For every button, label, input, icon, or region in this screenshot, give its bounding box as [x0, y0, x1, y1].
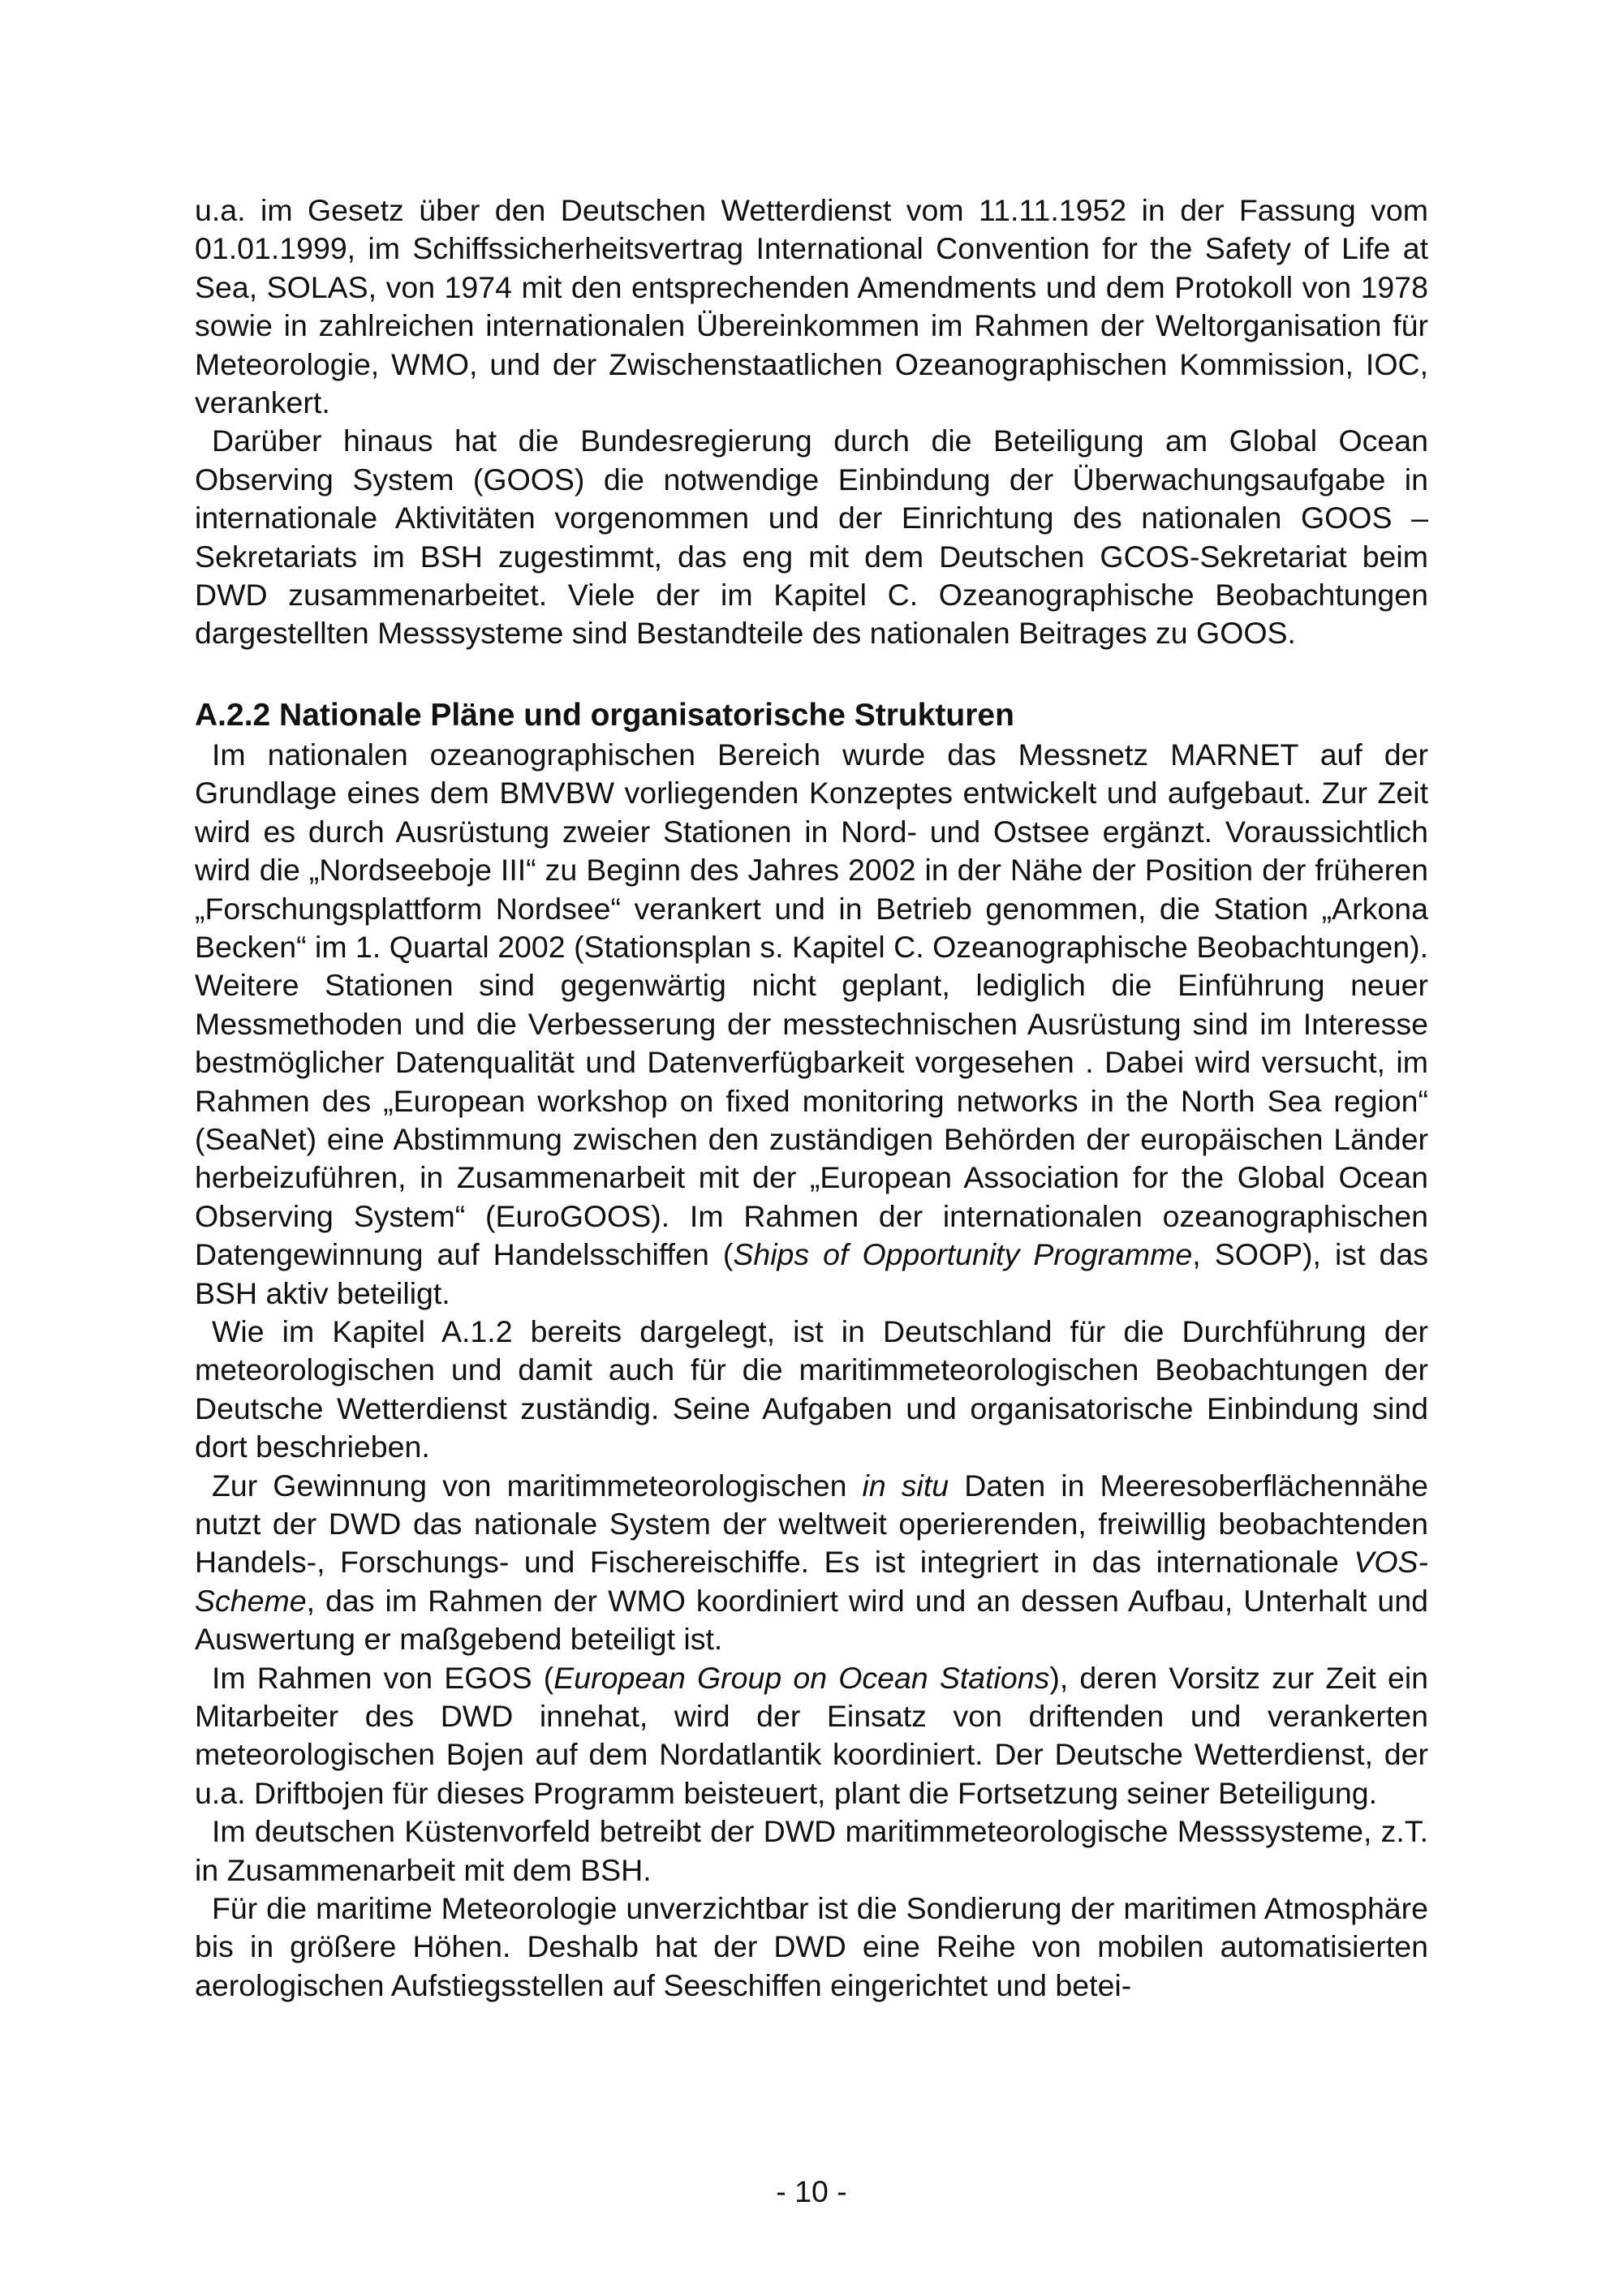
- section-paragraph-5: Im deutschen Küstenvorfeld betreibt der DWD maritimmeteorologische Messsysteme, z.T. in Zusammenarbeit mit dem BSH.: [195, 1814, 1428, 1887]
- section-paragraph-1: [195, 736, 1428, 1313]
- page-number: - 10 -: [776, 2174, 847, 2208]
- section-paragraph-3-italic-2: VOS-Scheme: [195, 1545, 1428, 1618]
- section-paragraph-2: Wie im Kapitel A.1.2 bereits dargelegt, ist in Deutschland für die Durchführung der meteorologischen und damit auch für die maritimmeteorologischen Beobachtungen der Deutsche Wetterdienst zuständig. Seine Aufgaben und organisatorische Einbindung sind dort beschrieben.: [195, 1314, 1428, 1464]
- section-paragraph-3-text: Zur Gewinnung von maritimmeteorologischen: [212, 1468, 863, 1503]
- section-paragraph-3-italic-1: in situ: [862, 1468, 949, 1503]
- page-body: [195, 191, 1428, 2005]
- section-paragraph-3: [195, 1467, 1428, 1659]
- section-paragraph-4-end: ), deren Vorsitz zur Zeit ein Mitarbeiter des DWD innehat, wird der Einsatz von driftenden und verankerten meteorologischen Bojen auf dem Nordatlantik koordiniert. Der Deutsche Wetterdienst, der u.a. Driftbojen für dieses Programm beisteuert, plant die Fortsetzung seiner Beteiligung.: [195, 1660, 1429, 1810]
- section-heading: A.2.2 Nationale Pläne und organisatorische Strukturen: [195, 697, 1014, 733]
- intro-paragraph-2: Darüber hinaus hat die Bundesregierung durch die Beteiligung am Global Ocean Observing System (GOOS) die notwendige Einbindung der Überwachungsaufgabe in internationale Aktivitäten vorgenommen und der Einrichtung des nationalen GOOS – Sekretariats im BSH zugestimmt, das eng mit dem Deutschen GCOS-Sekretariat beim DWD zusammenarbeitet. Viele der im Kapitel C. Ozeanographische Beobachtungen dargestellten Messsysteme sind Bestandteile des nationalen Beitrages zu GOOS.: [195, 424, 1428, 651]
- section-paragraph-1-text: Im nationalen ozeanographischen Bereich wurde das Messnetz MARNET auf der Grundlage eines dem BMVBW vorliegenden Konzeptes entwickelt und aufgebaut. Zur Zeit wird es durch Ausrüstung zweier Stationen in Nord- und Ostsee ergänzt. Voraussichtlich wird die „Nordseeboje III“ zu Beginn des Jahres 2002 in der Nähe der Position der früheren „Forschungsplattform Nordsee“ verankert und in Betrieb genommen, die Station „Arkona Becken“ im 1. Quartal 2002 (Stationsplan s. Kapitel C. Ozeanographische Beobachtungen). Weitere Stationen sind gegenwärtig nicht geplant, lediglich die Einführung neuer Messmethoden und die Verbesserung der messtechnischen Ausrüstung sind im Interesse bestmöglicher Datenqualität und Datenverfügbarkeit vorgesehen . Dabei wird versucht, im Rahmen des „European workshop on fixed monitoring networks in the North Sea region“ (SeaNet) eine Abstimmung zwischen den zuständigen Behörden der europäischen Länder herbeizuführen, in Zusammenarbeit mit der „European Association for the Global Ocean Observing System“ (EuroGOOS). Im Rahmen der internationalen ozeanographischen Datengewinnung auf Handelsschiffen (: [195, 737, 1428, 1272]
- section-paragraph-1-end: , SOOP), ist das BSH aktiv beteiligt.: [195, 1237, 1428, 1310]
- section-paragraph-6: Für die maritime Meteorologie unverzichtbar ist die Sondierung der maritimen Atmosphäre bis in größere Höhen. Deshalb hat der DWD eine Reihe von mobilen automatisierten aerologischen Aufstiegsstellen auf Seeschiffen eingerichtet und betei-: [195, 1891, 1428, 2002]
- section-paragraph-3-middle: Daten in Meeresoberflächennähe nutzt der DWD das nationale System der weltweit operierenden, freiwillig beobachtenden Handels-, Forschungs- und Fischereischiffe. Es ist integriert in das internationale: [195, 1468, 1428, 1580]
- section-spacer: [195, 653, 1428, 695]
- intro-paragraph-1: u.a. im Gesetz über den Deutschen Wetterdienst vom 11.11.1952 in der Fassung vom 01.01.1999, im Schiffssicherheitsvertrag International Convention for the Safety of Life at Sea, SOLAS, von 1974 mit den entsprechenden Amendments und dem Protokoll von 1978 sowie in zahlreichen internationalen Übereinkommen im Rahmen der Weltorganisation für Meteorologie, WMO, und der Zwischenstaatlichen Ozeanographischen Kommission, IOC, verankert.: [195, 193, 1428, 420]
- section-paragraph-4-text: Im Rahmen von EGOS (: [212, 1660, 554, 1695]
- section-paragraph-4-italic: European Group on Ocean Stations: [553, 1660, 1050, 1695]
- section-paragraph-3-end: , das im Rahmen der WMO koordiniert wird und an dessen Aufbau, Unterhalt und Auswertung er maßgebend beteiligt ist.: [195, 1583, 1428, 1657]
- section-paragraph-4: [195, 1659, 1428, 1813]
- section-paragraph-1-italic: Ships of Opportunity Programme: [733, 1237, 1193, 1272]
